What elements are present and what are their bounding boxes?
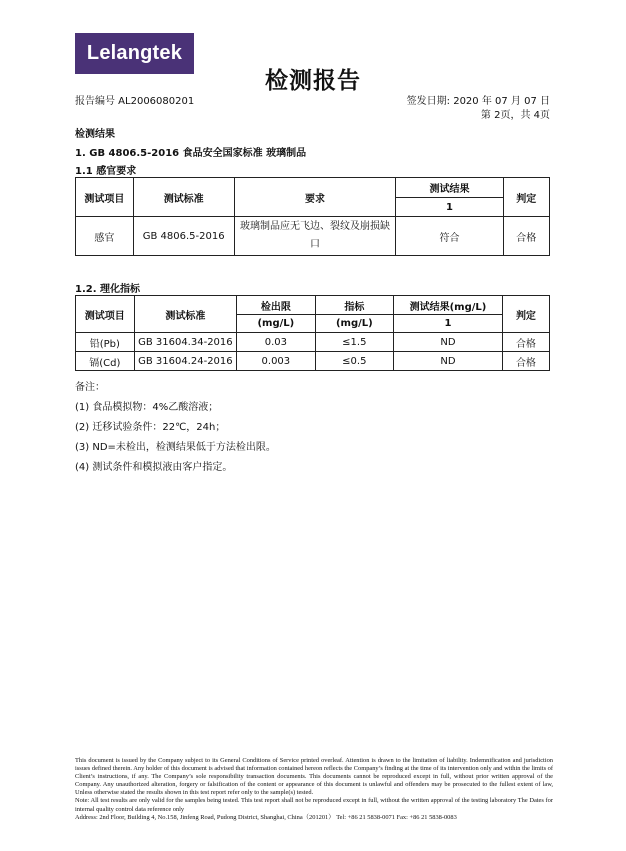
page-number: 第 2页，共 4页 [480,110,550,121]
notes-label: 备注： [75,382,105,393]
table-header-judgement: 判定 [502,296,549,333]
table-header-item: 测试项目 [76,296,135,333]
table-header-index: 指标 [315,296,393,315]
table-cell-result: ND [394,333,503,352]
footer-disclaimer [75,757,553,822]
table-header-judgement: 判定 [503,178,549,217]
table-header-item: 测试项目 [76,178,134,217]
table-header-standard: 测试标准 [133,178,234,217]
note-item: (2) 迁移试验条件：22℃，24h； [75,422,226,433]
issue-date: 签发日期: 2020 年 07 月 07 日 [406,96,550,107]
section-sensory-heading: 1.1 感官要求 [75,166,137,177]
section-physicochemical-heading: 1.2. 理化指标 [75,284,140,295]
note-item: (1) 食品模拟物：4%乙酸溶液； [75,402,219,413]
table-row [76,333,550,352]
table-cell-judgement: 合格 [503,217,549,256]
footer-address: Address: 2nd Floor, Building 4, No.158, Jinfeng Road, Pudong District, Shanghai, China（201201） Tel: +86 21 5838-0071 Fax: +86 21 5838-0083 [75,813,457,821]
table-cell-result: ND [394,352,503,371]
report-title: 检测报告 [265,68,361,94]
table-cell-requirement: 玻璃制品应无飞边、裂纹及崩损缺口 [234,217,396,256]
footer-note: Note: All test results are only valid for the samples being tested. This test report shall not be reproduced except in full, without the written approval of the testing laboratory The Dates for internal quality control data reference only [75,797,553,813]
note-item: (4) 测试条件和模拟液由客户指定。 [75,462,233,473]
table-cell-item: 镉(Cd) [76,352,135,371]
section-results-heading: 检测结果 [75,129,115,140]
table-header-limit-unit: (mg/L) [237,315,315,333]
table-cell-limit: 0.03 [237,333,315,352]
table-header-index-unit: (mg/L) [315,315,393,333]
table-cell-index: ≤0.5 [315,352,393,371]
table-header-result: 测试结果(mg/L) [394,296,503,315]
table-cell-standard: GB 31604.24-2016 [134,352,237,371]
footer-terms: This document is issued by the Company subject to its General Conditions of Service printed overleaf. Attention is drawn to the limitation of liability. Indemnification and jurisdiction issues defined therein. Any holder of this document is advised that information contained hereon reflects the Company’s finding at the time of its intervention only and within the limits of Client’s instructions, if any. The Company’s sole responsibility transaction documents. This documents cannot be reproduced except in full, without prior written approval of the Company. Any unauthorized alteration, forgery or falsification of the content or appearance of this document is unlawful and offenders may be prosecuted to the fullest extent of law, Unless otherwise stated the results shown in this test report refer only to the sample(s) tested. [75,757,553,797]
table-header-result: 测试结果 [396,178,503,198]
table-cell-limit: 0.003 [237,352,315,371]
table-header-result-no: 1 [394,315,503,333]
table-header-limit: 检出限 [237,296,315,315]
sensory-requirements-table [75,177,550,256]
table-header-requirement: 要求 [234,178,396,217]
table-row [76,352,550,371]
section-standard-heading: 1. GB 4806.5-2016 食品安全国家标准 玻璃制品 [75,148,307,159]
table-cell-judgement: 合格 [502,352,549,371]
notes-section [75,378,276,478]
table-cell-index: ≤1.5 [315,333,393,352]
table-header-result-no: 1 [396,198,503,217]
table-header-standard: 测试标准 [134,296,237,333]
table-cell-standard: GB 4806.5-2016 [133,217,234,256]
table-cell-item: 铅(Pb) [76,333,135,352]
note-item: (3) ND=未检出，检测结果低于方法检出限。 [75,442,276,453]
report-number: 报告编号 AL2006080201 [75,96,195,107]
company-logo: Lelangtek [75,33,194,74]
table-cell-result: 符合 [396,217,503,256]
table-cell-judgement: 合格 [502,333,549,352]
table-cell-standard: GB 31604.34-2016 [134,333,237,352]
table-cell-item: 感官 [76,217,134,256]
physicochemical-table [75,295,550,371]
